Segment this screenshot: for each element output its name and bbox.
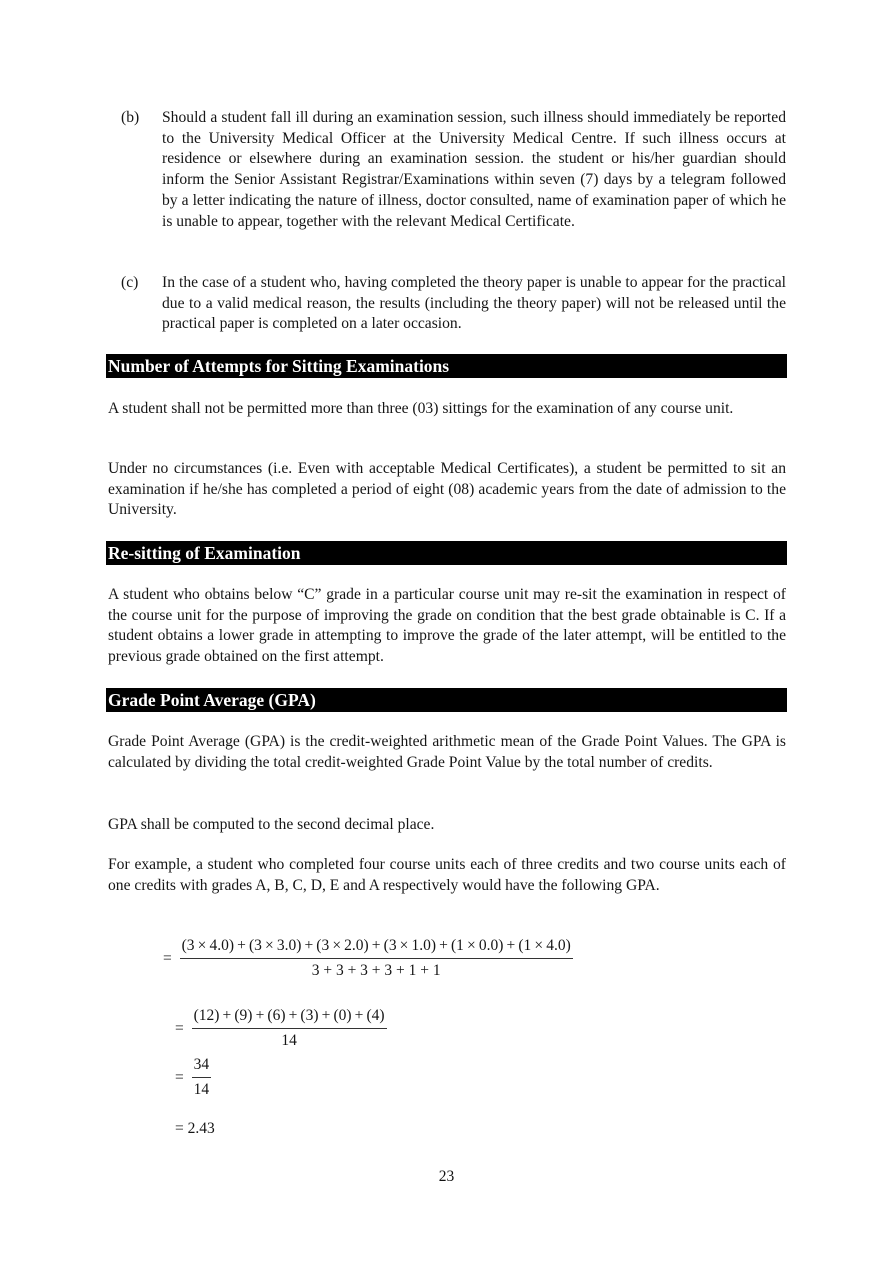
section-heading-resitting: Re-sitting of Examination [106,541,787,565]
denominator: 14 [193,1081,210,1098]
list-item-text: In the case of a student who, having completed the theory paper is unable to appear for the practical due to a valid medical reason, the results (including the theory paper) will not be released until the practical paper is completed on a later occasion. [162,274,786,333]
list-item-label: (c) [121,274,139,291]
equals-sign: = [163,949,172,967]
equation-step-1 [163,936,573,981]
section-heading-attempts: Number of Attempts for Sitting Examinations [106,354,787,378]
list-item-c [121,273,786,335]
page-number: 23 [438,1168,455,1185]
paragraph: GPA shall be computed to the second decimal place. [108,816,435,833]
fraction [180,936,573,981]
equation-result: = 2.43 [175,1120,215,1137]
equation-step-2 [175,1006,387,1051]
equation-step-3 [175,1055,211,1100]
numerator: (12) + (9) + (6) + (3) + (0) + (4) [192,1006,387,1029]
denominator: 14 [281,1032,297,1049]
paragraph: A student who obtains below “C” grade in a particular course unit may re-sit the examination in respect of the course unit for the purpose of improving the grade on condition that the best grade obtainable is C. If a student obtains a lower grade in attempting to improve the grade of the later attempt, will be entitled to the previous grade obtained on the first attempt. [108,586,786,666]
numerator: 34 [192,1055,212,1078]
paragraph: Under no circumstances (i.e. Even with acceptable Medical Certificates), a student be permitted to sit an examination if he/she has completed a period of eight (08) academic years from the date of admission to the University. [108,460,786,519]
fraction [192,1006,387,1051]
fraction [192,1055,212,1100]
section-heading-gpa: Grade Point Average (GPA) [106,688,787,712]
numerator: (3 × 4.0) + (3 × 3.0) + (3 × 2.0) + (3 × 1.0) + (1 × 0.0) + (1 × 4.0) [180,936,573,959]
paragraph: For example, a student who completed four course units each of three credits and two course units each of one credits with grades A, B, C, D, E and A respectively would have the following GPA. [108,856,786,894]
paragraph: A student shall not be permitted more than three (03) sittings for the examination of any course unit. [108,400,734,417]
list-item-text: Should a student fall ill during an examination session, such illness should immediately be reported to the University Medical Officer at the University Medical Centre. If such illness occurs at residence or elsewhere during an examination session. the student or his/her guardian should inform the Senior Assistant Registrar/Examinations within seven (7) days by a telegram followed by a letter indicating the nature of illness, doctor consulted, name of examination paper of which he is unable to appear, together with the relevant Medical Certificate. [162,109,786,230]
list-item-label: (b) [121,109,140,126]
list-item-b [121,108,786,232]
paragraph: Grade Point Average (GPA) is the credit-weighted arithmetic mean of the Grade Point Values. The GPA is calculated by dividing the total credit-weighted Grade Point Value by the total number of credits. [108,733,786,771]
denominator: 3 + 3 + 3 + 3 + 1 + 1 [311,962,441,979]
equals-sign: = [175,1068,184,1086]
equals-sign: = [175,1019,184,1037]
